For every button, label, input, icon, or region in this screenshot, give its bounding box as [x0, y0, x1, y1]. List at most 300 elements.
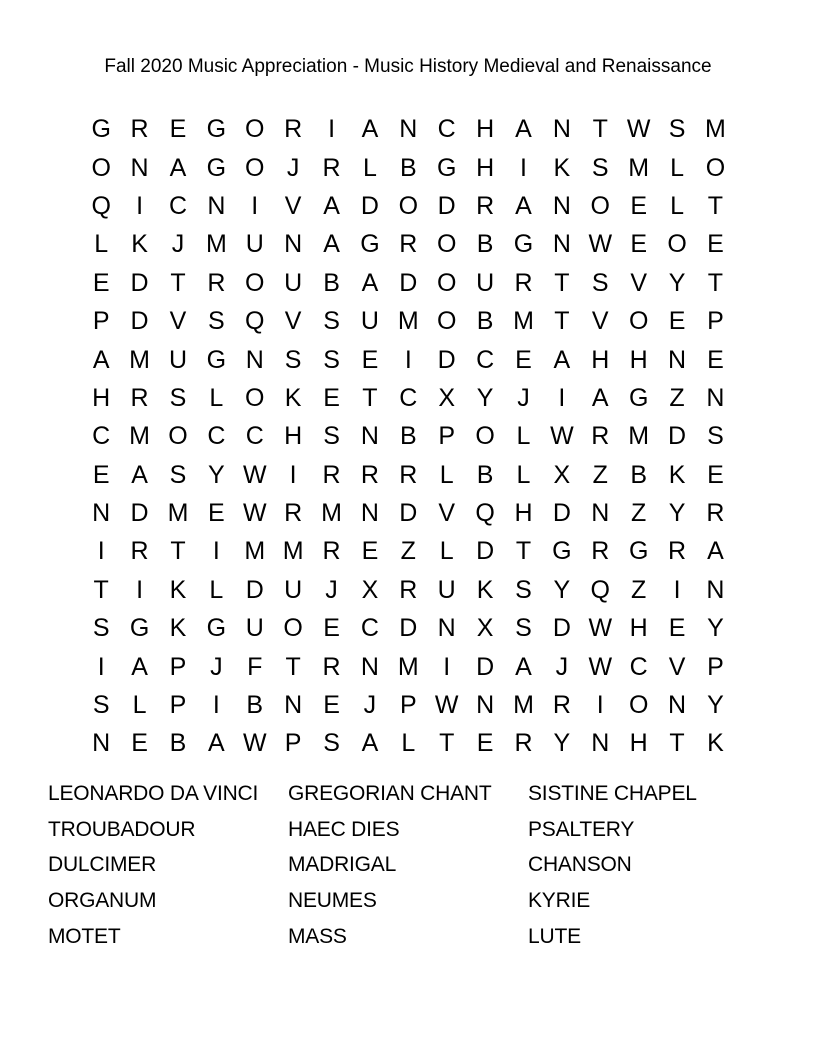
grid-letter: R [591, 422, 610, 451]
grid-letter: E [208, 499, 225, 528]
grid-letter: N [130, 153, 149, 182]
grid-letter: I [596, 691, 604, 720]
grid-letter: S [323, 729, 340, 758]
grid-letter: R [514, 268, 533, 297]
grid-letter: W [588, 614, 613, 643]
word-list-item: LEONARDO DA VINCI [48, 782, 259, 805]
grid-letter: E [707, 460, 724, 489]
grid-letter: C [245, 422, 264, 451]
grid-letter: M [321, 499, 342, 528]
grid-letter: P [169, 691, 187, 720]
grid-letter: D [437, 191, 456, 220]
grid-letter: A [553, 345, 571, 374]
word-list-item: MOTET [48, 924, 121, 948]
grid-letter: W [242, 729, 267, 758]
grid-letter: L [209, 383, 224, 412]
grid-letter: M [705, 115, 726, 144]
grid-letter: H [476, 153, 495, 182]
grid-letter: Z [400, 537, 416, 566]
grid-letter: X [553, 460, 571, 489]
grid-letter: W [242, 499, 267, 528]
grid-letter: A [323, 230, 340, 259]
grid-letter: Y [668, 268, 686, 297]
grid-letter: L [439, 460, 454, 489]
grid-letter: N [245, 345, 264, 374]
grid-letter: P [92, 307, 110, 336]
grid-letter: L [439, 537, 454, 566]
grid-letter: S [323, 422, 340, 451]
grid-letter: T [554, 268, 570, 297]
grid-letter: Z [631, 499, 647, 528]
grid-letter: P [438, 422, 456, 451]
grid-letter: G [360, 230, 380, 259]
grid-letter: S [208, 307, 225, 336]
grid-row [82, 417, 736, 455]
grid-letter: G [436, 153, 457, 182]
grid-letter: R [399, 230, 418, 259]
grid-letter: W [626, 115, 651, 144]
grid-letter: I [251, 191, 259, 220]
grid-row [82, 494, 736, 532]
grid-letter: I [520, 153, 527, 182]
grid-letter: J [555, 652, 569, 681]
grid-letter: R [284, 499, 303, 528]
grid-row [82, 456, 736, 494]
grid-letter: D [245, 575, 264, 604]
grid-letter: E [323, 383, 340, 412]
grid-letter: U [168, 345, 187, 374]
grid-letter: D [437, 345, 456, 374]
word-list-item: SISTINE CHAPEL [528, 782, 697, 805]
grid-letter: H [92, 383, 111, 412]
grid-letter: O [245, 153, 265, 182]
grid-letter: O [628, 307, 649, 336]
grid-letter: E [630, 191, 647, 220]
grid-letter: E [668, 614, 686, 643]
grid-letter: R [284, 115, 303, 144]
word-list-item: PSALTERY [528, 817, 635, 841]
grid-letter: K [553, 153, 571, 182]
grid-letter: M [397, 652, 419, 681]
grid-letter: N [284, 230, 303, 259]
grid-letter: H [476, 115, 495, 144]
grid-letter: T [554, 307, 570, 336]
grid-letter: I [328, 115, 336, 144]
grid-letter: B [169, 729, 187, 758]
grid-letter: I [673, 575, 681, 604]
grid-letter: N [92, 729, 111, 758]
grid-letter: R [322, 460, 341, 489]
grid-letter: H [629, 345, 648, 374]
grid-letter: T [170, 268, 186, 297]
grid-letter: N [552, 191, 571, 220]
word-list [48, 778, 768, 956]
word-search-grid [82, 110, 736, 763]
word-list-item: ORGANUM [48, 889, 157, 913]
word-list-item: MADRIGAL [288, 853, 397, 877]
grid-letter: S [515, 614, 532, 643]
word-list-item: GREGORIAN CHANT [288, 782, 492, 805]
grid-letter: R [130, 383, 149, 412]
grid-letter: A [515, 191, 532, 220]
grid-row [82, 609, 736, 647]
grid-letter: E [361, 537, 379, 566]
grid-letter: R [399, 575, 418, 604]
grid-letter: E [630, 230, 647, 259]
grid-letter: R [668, 537, 687, 566]
grid-letter: L [362, 153, 377, 182]
grid-letter: T [707, 268, 724, 297]
grid-letter: L [670, 153, 684, 182]
grid-letter: A [361, 115, 379, 144]
grid-letter: Q [475, 499, 495, 528]
grid-letter: W [588, 652, 613, 681]
grid-letter: R [360, 460, 379, 489]
grid-letter: P [707, 652, 724, 681]
grid-letter: J [286, 153, 300, 182]
grid-letter: X [361, 575, 379, 604]
grid-letter: T [285, 652, 301, 681]
grid-letter: C [92, 422, 111, 451]
grid-letter: W [434, 691, 459, 720]
grid-letter: Y [553, 575, 571, 604]
grid-letter: I [97, 652, 105, 681]
grid-letter: Y [553, 729, 571, 758]
grid-letter: G [206, 115, 227, 144]
grid-letter: O [91, 153, 111, 182]
grid-letter: V [169, 307, 187, 336]
grid-letter: I [212, 691, 220, 720]
grid-letter: G [513, 230, 534, 259]
grid-letter: A [515, 652, 532, 681]
grid-letter: S [169, 460, 187, 489]
grid-letter: S [92, 614, 110, 643]
grid-letter: G [206, 614, 227, 643]
grid-row [82, 532, 736, 570]
grid-letter: A [361, 268, 379, 297]
grid-letter: W [242, 460, 267, 489]
grid-letter: S [707, 422, 724, 451]
grid-letter: A [323, 191, 340, 220]
word-list-item: HAEC DIES [288, 817, 400, 841]
grid-letter: N [284, 691, 303, 720]
grid-letter: S [323, 307, 340, 336]
grid-letter: N [552, 230, 571, 259]
grid-letter: S [515, 575, 532, 604]
grid-letter: N [399, 115, 418, 144]
grid-letter: V [284, 307, 302, 336]
word-list-item: LUTE [528, 924, 581, 948]
grid-letter: I [289, 460, 297, 489]
grid-letter: R [130, 537, 149, 566]
grid-letter: L [94, 230, 109, 259]
grid-letter: T [669, 729, 685, 758]
word-list-item: CHANSON [528, 853, 632, 877]
grid-letter: L [670, 191, 684, 220]
grid-letter: I [212, 537, 220, 566]
grid-letter: B [630, 460, 647, 489]
grid-letter: Y [668, 499, 686, 528]
grid-letter: D [130, 307, 149, 336]
grid-letter: A [515, 115, 532, 144]
grid-letter: N [360, 422, 379, 451]
grid-letter: C [437, 115, 456, 144]
grid-letter: S [591, 268, 609, 297]
grid-letter: S [591, 153, 609, 182]
grid-letter: Q [91, 191, 111, 220]
grid-letter: K [169, 575, 187, 604]
grid-letter: N [706, 575, 725, 604]
grid-letter: Y [208, 460, 225, 489]
grid-letter: H [629, 729, 648, 758]
grid-letter: O [245, 383, 265, 412]
grid-letter: G [129, 614, 150, 643]
grid-letter: M [129, 422, 150, 451]
grid-letter: I [443, 652, 451, 681]
grid-letter: B [399, 422, 417, 451]
grid-letter: V [591, 307, 609, 336]
grid-letter: R [514, 729, 533, 758]
grid-letter: G [628, 383, 649, 412]
grid-letter: M [244, 537, 266, 566]
grid-letter: K [284, 383, 302, 412]
grid-letter: M [129, 345, 150, 374]
grid-letter: U [245, 230, 264, 259]
grid-letter: R [322, 537, 341, 566]
grid-letter: N [552, 115, 571, 144]
grid-letter: L [516, 460, 531, 489]
grid-letter: C [399, 383, 418, 412]
grid-row [82, 187, 736, 225]
grid-letter: N [476, 691, 495, 720]
grid-letter: E [92, 268, 110, 297]
grid-letter: B [246, 691, 264, 720]
grid-letter: S [92, 691, 110, 720]
grid-letter: D [399, 499, 418, 528]
grid-letter: D [399, 268, 418, 297]
grid-letter: T [592, 115, 608, 144]
grid-letter: A [131, 460, 148, 489]
grid-letter: E [323, 691, 340, 720]
grid-letter: M [513, 691, 534, 720]
grid-letter: N [207, 191, 226, 220]
grid-row [82, 686, 736, 724]
grid-letter: H [514, 499, 533, 528]
grid-letter: G [628, 537, 649, 566]
grid-letter: Q [245, 307, 265, 336]
grid-letter: E [92, 460, 110, 489]
grid-letter: E [323, 614, 340, 643]
grid-row [82, 225, 736, 263]
grid-letter: U [437, 575, 456, 604]
grid-letter: H [591, 345, 610, 374]
grid-letter: N [437, 614, 456, 643]
grid-row [82, 148, 736, 186]
grid-letter: D [399, 614, 418, 643]
grid-letter: J [210, 652, 223, 681]
grid-letter: E [476, 729, 494, 758]
grid-letter: M [628, 422, 650, 451]
grid-letter: B [476, 307, 494, 336]
grid-letter: U [476, 268, 495, 297]
grid-letter: L [132, 691, 147, 720]
grid-row [82, 264, 736, 302]
grid-letter: T [707, 191, 724, 220]
grid-letter: R [591, 537, 610, 566]
grid-letter: M [397, 307, 419, 336]
word-list-item: MASS [288, 924, 347, 948]
grid-letter: E [707, 345, 724, 374]
grid-letter: M [282, 537, 304, 566]
grid-letter: M [513, 307, 534, 336]
grid-letter: O [628, 691, 649, 720]
grid-letter: O [283, 614, 303, 643]
grid-letter: P [707, 307, 724, 336]
grid-letter: W [588, 230, 613, 259]
grid-letter: D [130, 499, 149, 528]
grid-letter: N [591, 499, 610, 528]
grid-letter: B [399, 153, 417, 182]
grid-letter: B [323, 268, 340, 297]
grid-letter: N [668, 345, 687, 374]
grid-letter: M [628, 153, 650, 182]
grid-row [82, 340, 736, 378]
grid-letter: N [360, 652, 379, 681]
grid-letter: D [668, 422, 687, 451]
grid-letter: N [92, 499, 111, 528]
grid-letter: V [438, 499, 456, 528]
grid-letter: R [130, 115, 149, 144]
grid-letter: H [629, 614, 648, 643]
grid-letter: O [245, 115, 265, 144]
grid-letter: P [169, 652, 187, 681]
grid-letter: U [360, 307, 379, 336]
grid-row [82, 379, 736, 417]
grid-row [82, 110, 736, 148]
grid-letter: L [401, 729, 416, 758]
grid-letter: U [245, 614, 264, 643]
grid-letter: B [476, 230, 494, 259]
grid-letter: D [360, 191, 379, 220]
grid-letter: R [322, 652, 341, 681]
grid-letter: R [399, 460, 418, 489]
grid-letter: T [515, 537, 532, 566]
grid-letter: R [207, 268, 226, 297]
grid-letter: O [436, 268, 457, 297]
grid-letter: I [97, 537, 105, 566]
grid-letter: I [136, 575, 144, 604]
word-list-item: DULCIMER [48, 853, 157, 877]
grid-letter: F [247, 652, 263, 681]
grid-letter: R [476, 191, 495, 220]
grid-letter: E [169, 115, 187, 144]
grid-letter: K [668, 460, 686, 489]
grid-letter: C [629, 652, 648, 681]
grid-letter: K [131, 230, 148, 259]
grid-letter: G [91, 115, 111, 144]
grid-letter: M [205, 230, 227, 259]
grid-letter: O [398, 191, 419, 220]
grid-letter: O [245, 268, 265, 297]
grid-letter: D [476, 537, 495, 566]
grid-letter: I [136, 191, 144, 220]
grid-letter: E [515, 345, 532, 374]
grid-letter: O [705, 153, 726, 182]
grid-letter: E [707, 230, 724, 259]
grid-letter: V [630, 268, 647, 297]
grid-letter: V [668, 652, 686, 681]
grid-letter: V [284, 191, 302, 220]
grid-letter: S [284, 345, 302, 374]
grid-letter: Z [592, 460, 608, 489]
grid-letter: E [668, 307, 686, 336]
grid-letter: I [558, 383, 566, 412]
grid-letter: R [552, 691, 571, 720]
grid-letter: U [284, 268, 303, 297]
grid-letter: O [590, 191, 610, 220]
grid-letter: N [591, 729, 610, 758]
grid-letter: R [706, 499, 725, 528]
grid-letter: O [667, 230, 687, 259]
grid-letter: O [436, 307, 457, 336]
grid-letter: E [361, 345, 379, 374]
grid-letter: T [439, 729, 455, 758]
grid-letter: O [168, 422, 188, 451]
grid-letter: J [171, 230, 185, 259]
grid-letter: X [438, 383, 456, 412]
grid-letter: Y [707, 614, 724, 643]
grid-letter: S [668, 115, 686, 144]
grid-letter: A [169, 153, 187, 182]
grid-letter: Y [707, 691, 724, 720]
grid-row [82, 647, 736, 685]
grid-letter: A [208, 729, 225, 758]
grid-row [82, 302, 736, 340]
grid-letter: P [399, 691, 417, 720]
grid-letter: R [322, 153, 341, 182]
grid-letter: J [325, 575, 338, 604]
grid-letter: G [552, 537, 572, 566]
grid-letter: D [552, 499, 571, 528]
grid-letter: K [707, 729, 724, 758]
grid-letter: H [284, 422, 303, 451]
grid-letter: J [363, 691, 377, 720]
grid-letter: N [668, 691, 687, 720]
word-list-item: TROUBADOUR [48, 817, 196, 841]
grid-letter: Y [476, 383, 494, 412]
grid-letter: N [360, 499, 379, 528]
grid-letter: J [517, 383, 530, 412]
grid-letter: P [284, 729, 302, 758]
grid-letter: Z [631, 575, 647, 604]
grid-letter: C [476, 345, 495, 374]
grid-letter: G [206, 153, 227, 182]
grid-letter: G [206, 345, 227, 374]
grid-letter: Q [590, 575, 610, 604]
grid-letter: L [516, 422, 531, 451]
grid-letter: D [476, 652, 495, 681]
grid-letter: A [707, 537, 724, 566]
grid-letter: A [591, 383, 609, 412]
grid-letter: K [476, 575, 494, 604]
grid-letter: A [361, 729, 379, 758]
grid-letter: K [169, 614, 187, 643]
grid-letter: C [360, 614, 379, 643]
grid-letter: T [170, 537, 186, 566]
grid-letter: A [131, 652, 148, 681]
grid-letter: S [169, 383, 187, 412]
grid-letter: T [362, 383, 378, 412]
